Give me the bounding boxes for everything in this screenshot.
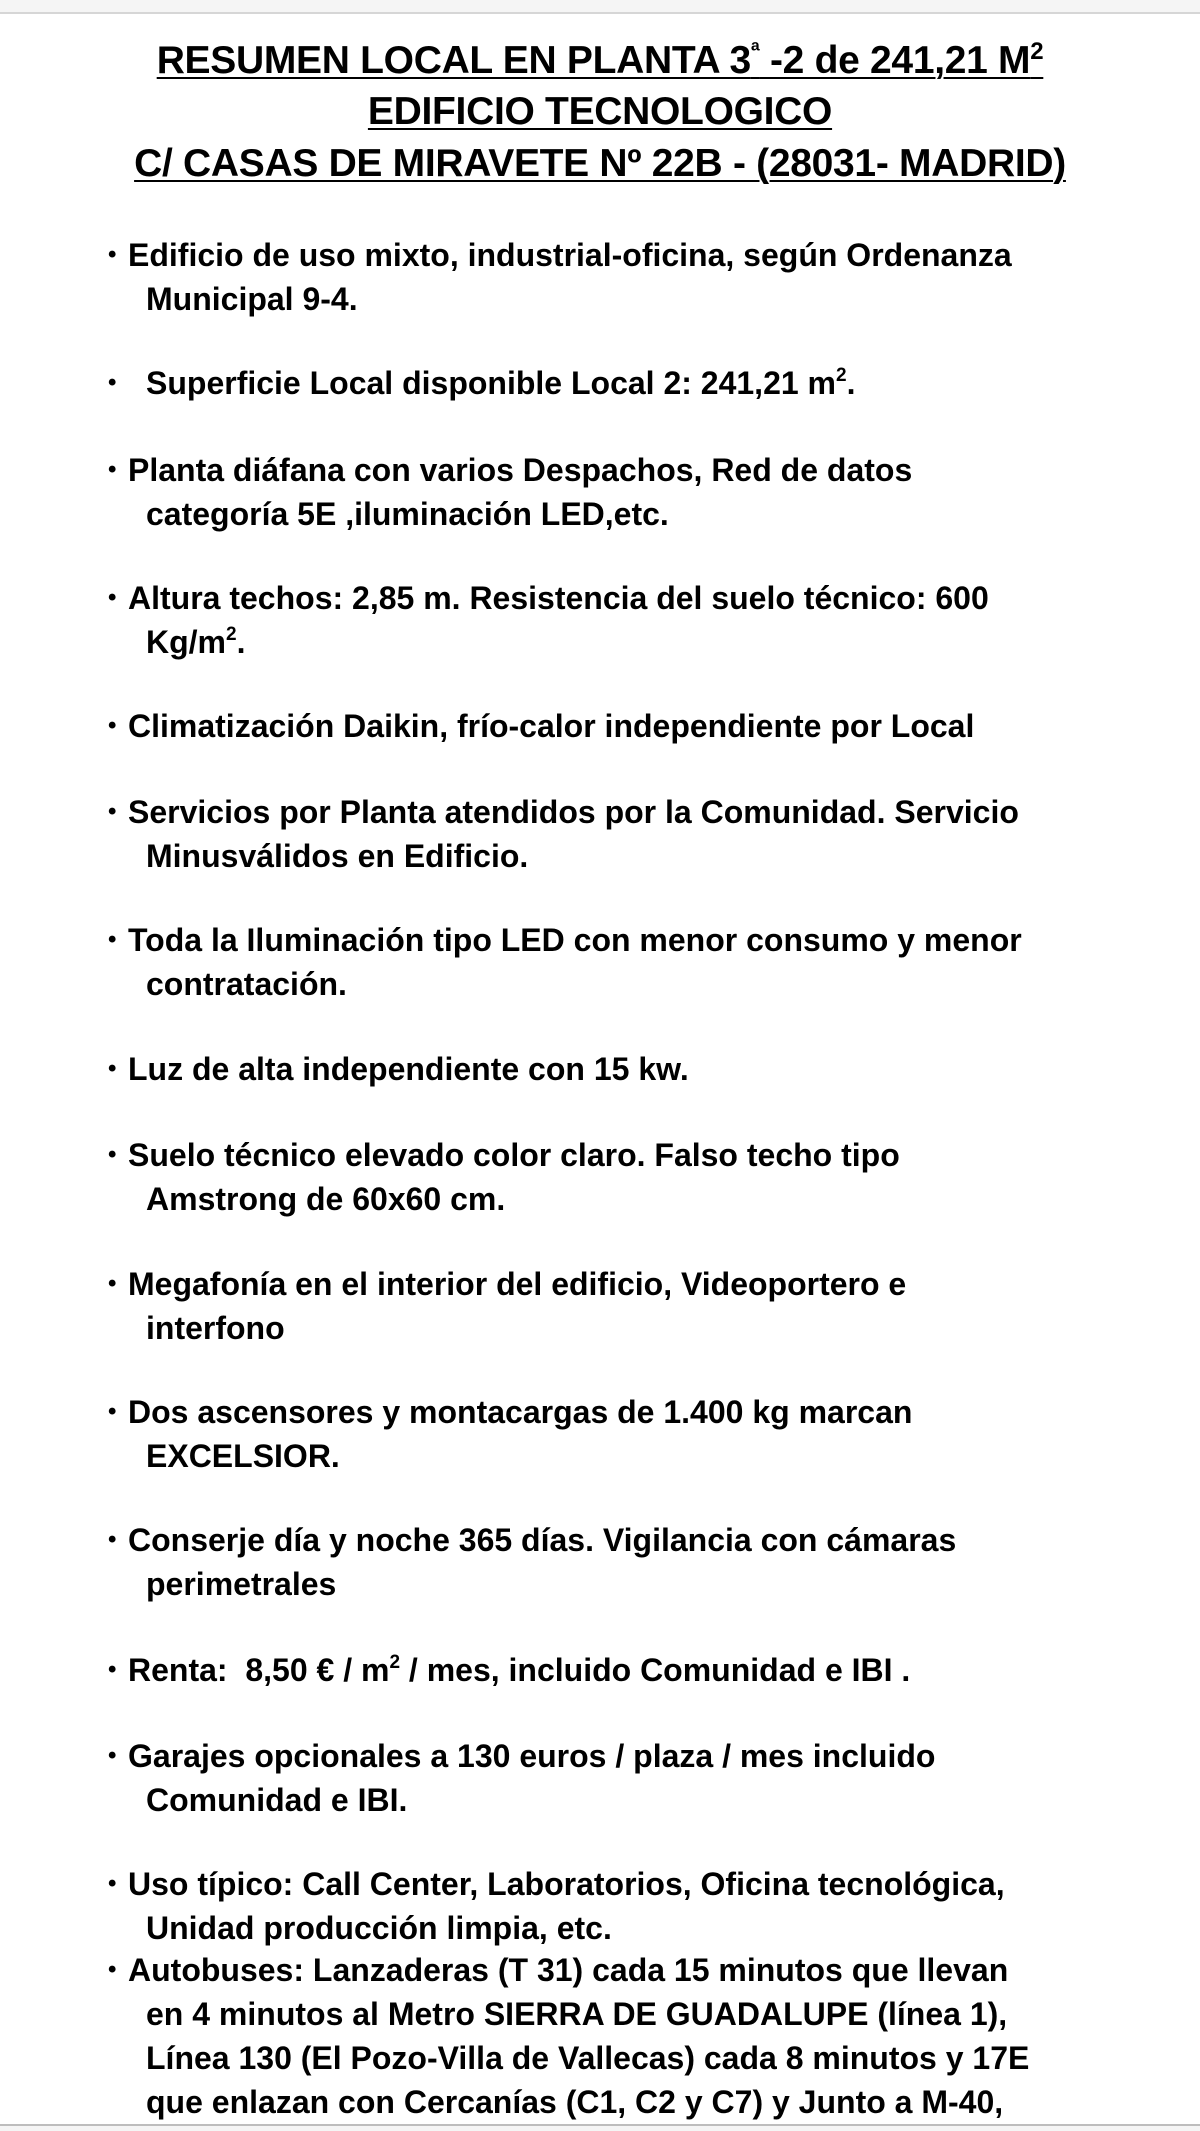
bullet-icon: • bbox=[108, 1956, 117, 1983]
bullet-icon: • bbox=[108, 1270, 117, 1297]
item-text: Comunidad e IBI. bbox=[146, 1782, 408, 1818]
feature-item-elevators bbox=[108, 1390, 1188, 1478]
bullet-icon: • bbox=[108, 1870, 117, 1897]
square-superscript: 2 bbox=[836, 365, 847, 386]
feature-item-security bbox=[108, 1518, 1188, 1606]
item-text: Toda la Iluminación tipo LED con menor consumo y menor bbox=[128, 922, 1022, 958]
feature-item-garages bbox=[108, 1734, 1188, 1822]
feature-item-services bbox=[108, 790, 1188, 878]
feature-item-led-lighting bbox=[108, 918, 1188, 1006]
item-text: perimetrales bbox=[146, 1566, 337, 1602]
item-text: Superficie Local disponible Local 2: 241,21 m bbox=[146, 365, 836, 401]
item-text: Kg/m bbox=[146, 624, 226, 660]
item-text: Renta: 8,50 € / m bbox=[128, 1652, 390, 1688]
item-text: EXCELSIOR. bbox=[146, 1438, 340, 1474]
item-text bbox=[128, 620, 1188, 664]
item-text: Climatización Daikin, frío-calor independiente por Local bbox=[128, 708, 975, 744]
item-text: contratación. bbox=[146, 966, 347, 1002]
square-superscript: 2 bbox=[226, 624, 237, 645]
feature-item-rent bbox=[108, 1648, 1188, 1692]
feature-item-open-plan bbox=[108, 448, 1188, 536]
item-text: interfono bbox=[146, 1310, 285, 1346]
item-text: / mes, incluido Comunidad e IBI . bbox=[400, 1652, 911, 1688]
document-title-line-2: EDIFICIO TECNOLOGICO bbox=[367, 90, 833, 133]
item-text: Altura techos: 2,85 m. Resistencia del suelo técnico: 600 bbox=[128, 580, 989, 616]
document-title-line-1 bbox=[0, 38, 1200, 84]
bullet-icon: • bbox=[108, 241, 117, 268]
bullet-icon: • bbox=[108, 1055, 117, 1082]
title-text: -2 de 241,21 M bbox=[759, 39, 1031, 82]
item-text: Servicios por Planta atendidos por la Comunidad. Servicio bbox=[128, 794, 1019, 830]
item-text: Amstrong de 60x60 cm. bbox=[146, 1181, 506, 1217]
bullet-icon: • bbox=[108, 712, 117, 739]
feature-item-mixed-use bbox=[108, 233, 1188, 321]
item-text bbox=[128, 1648, 1188, 1692]
bullet-icon: • bbox=[108, 1742, 117, 1769]
item-text: Línea 130 (El Pozo-Villa de Vallecas) cada 8 minutos y 17E bbox=[146, 2040, 1030, 2076]
item-text: Suelo técnico elevado color claro. Falso techo tipo bbox=[128, 1137, 900, 1173]
item-text: Conserje día y noche 365 días. Vigilancia con cámaras bbox=[128, 1522, 957, 1558]
item-text: que enlazan con Cercanías (C1, C2 y C7) y Junto a M-40, bbox=[146, 2084, 1004, 2120]
square-superscript: 2 bbox=[389, 1652, 401, 1673]
item-text: Megafonía en el interior del edificio, Videoportero e bbox=[128, 1266, 907, 1302]
title-text: RESUMEN LOCAL EN PLANTA 3 bbox=[156, 39, 751, 82]
bullet-icon: • bbox=[108, 369, 117, 396]
item-text: en 4 minutos al Metro SIERRA DE GUADALUPE (línea 1), bbox=[146, 1996, 1008, 2032]
item-text: Unidad producción limpia, etc. bbox=[146, 1910, 612, 1946]
item-text: Municipal 9-4. bbox=[146, 281, 358, 317]
item-text: Luz de alta independiente con 15 kw. bbox=[128, 1051, 689, 1087]
bullet-icon: • bbox=[108, 798, 117, 825]
feature-item-floor-ceiling bbox=[108, 1133, 1188, 1221]
feature-item-surface bbox=[108, 361, 1188, 405]
bullet-icon: • bbox=[108, 584, 117, 611]
bullet-icon: • bbox=[108, 1656, 117, 1683]
document-title-line-3: C/ CASAS DE MIRAVETE Nº 22B - (28031- MADRID) bbox=[134, 142, 1066, 185]
item-text: Minusválidos en Edificio. bbox=[146, 838, 529, 874]
item-text: . bbox=[236, 624, 246, 660]
item-text: Autobuses: Lanzaderas (T 31) cada 15 minutos que llevan bbox=[128, 1952, 1009, 1988]
feature-item-buses bbox=[108, 1948, 1188, 2124]
square-superscript: 2 bbox=[1030, 38, 1044, 65]
feature-item-intercom bbox=[108, 1262, 1188, 1350]
item-text: Garajes opcionales a 130 euros / plaza / mes incluido bbox=[128, 1738, 936, 1774]
bullet-icon: • bbox=[108, 456, 117, 483]
bullet-icon: • bbox=[108, 1141, 117, 1168]
item-text: Planta diáfana con varios Despachos, Red de datos bbox=[128, 452, 913, 488]
bottom-edge-strip bbox=[0, 2124, 1200, 2131]
item-text: . bbox=[846, 365, 856, 401]
item-text: categoría 5E ,iluminación LED,etc. bbox=[146, 496, 669, 532]
feature-item-ceiling-height bbox=[108, 576, 1188, 664]
bullet-icon: • bbox=[108, 926, 117, 953]
item-text: Edificio de uso mixto, industrial-oficina, según Ordenanza bbox=[128, 237, 1012, 273]
item-text: Dos ascensores y montacargas de 1.400 kg marcan bbox=[128, 1394, 913, 1430]
item-text bbox=[146, 361, 1188, 405]
item-text: Uso típico: Call Center, Laboratorios, Oficina tecnológica, bbox=[128, 1866, 1005, 1902]
feature-item-power bbox=[108, 1047, 1188, 1091]
bullet-icon: • bbox=[108, 1526, 117, 1553]
feature-item-climate bbox=[108, 704, 1188, 748]
top-toolbar-strip bbox=[0, 0, 1200, 14]
feature-item-typical-use bbox=[108, 1862, 1188, 1950]
bullet-icon: • bbox=[108, 1398, 117, 1425]
ordinal-superscript: ª bbox=[750, 38, 760, 65]
